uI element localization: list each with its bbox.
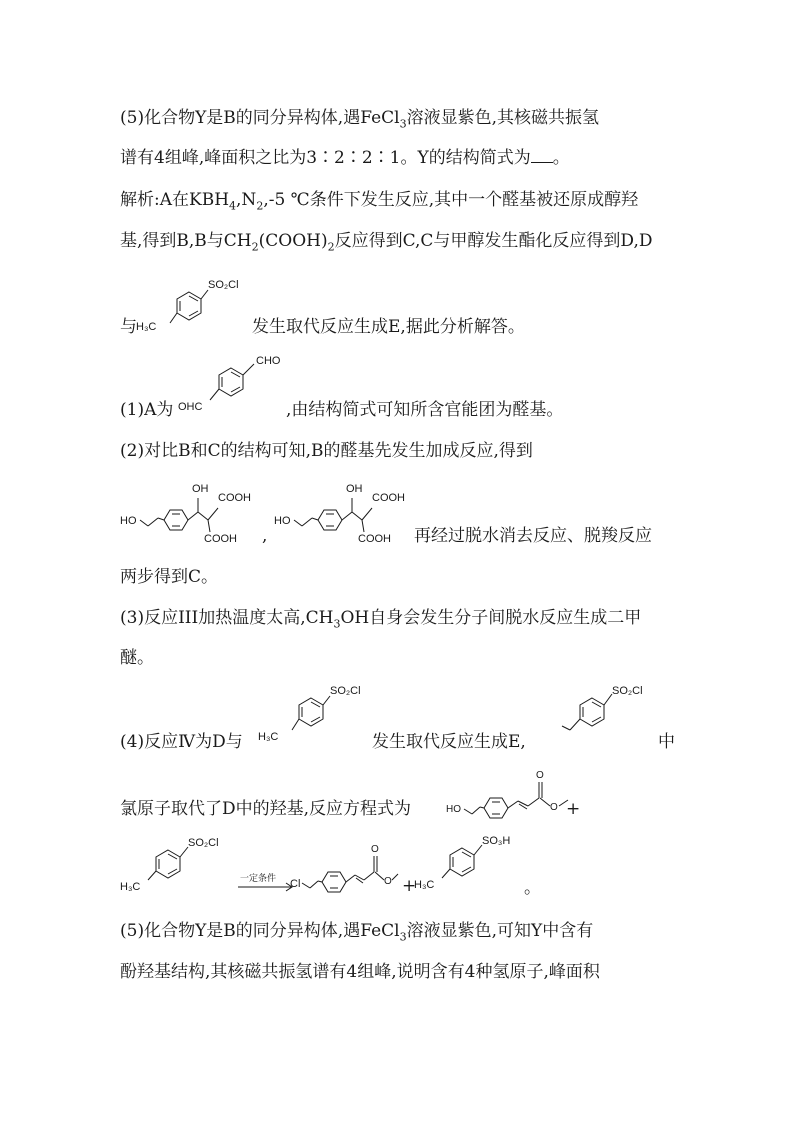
answer-4-end: 中 <box>658 732 675 752</box>
text: 谱有4组峰,峰面积之比为3∶2∶2∶1。Y的结构简式为 <box>120 148 531 168</box>
equation-period: 。 <box>524 878 541 898</box>
compound-e-structure <box>288 836 400 898</box>
answer-4-mid: 发生取代反应生成E, <box>372 732 526 752</box>
answer-2-line-3: 两步得到C。 <box>120 567 219 587</box>
o-label-carbonyl: O <box>371 844 379 855</box>
text: OH自身会发生分子间脱水反应生成二甲 <box>340 608 642 628</box>
text: ,-5 ℃条件下发生反应,其中一个醛基被还原成醇羟 <box>263 190 639 210</box>
answer-4-line-2: 氯原子取代了D中的羟基,反应方程式为 <box>120 799 412 819</box>
terephthalaldehyde-structure <box>176 350 286 416</box>
so2cl-label: SO₂Cl <box>188 837 219 849</box>
reaction-condition: 一定条件 <box>240 873 277 883</box>
tosyl-chloride-reactant <box>118 834 228 898</box>
cl-label: Cl <box>290 878 301 890</box>
oh-label: OH <box>192 483 209 495</box>
text: 溶液显紫色,可知Y中含有 <box>406 921 594 941</box>
cho-label: CHO <box>256 355 281 367</box>
h3c-label: H₃C <box>258 731 279 743</box>
question-5-line-1 <box>120 106 599 130</box>
cooh-label-top: COOH <box>372 492 405 504</box>
answer-4-prefix: (4)反应Ⅳ为D与 <box>120 732 243 752</box>
cooh-label-top: COOH <box>218 492 251 504</box>
text: 反应得到C,C与甲醇发生酯化反应得到D,D <box>334 231 653 251</box>
answer-3-line-1 <box>120 606 641 630</box>
h3c-label: H₃C <box>136 321 157 333</box>
so2cl-label: SO₂Cl <box>208 279 239 291</box>
answer-3-line-2: 醚。 <box>120 648 154 668</box>
analysis-line-3-prefix: 与 <box>120 317 137 337</box>
text: (COOH) <box>258 231 328 251</box>
text: 基,得到B,B与CH <box>120 231 252 251</box>
o-label-ester: O <box>550 802 558 813</box>
text: (3)反应III加热温度太高,CH <box>120 608 334 628</box>
ho-label: HO <box>120 515 137 527</box>
ohc-label: OHC <box>178 401 203 413</box>
answer-5-line-1 <box>120 919 593 943</box>
answer-2-comma: , <box>262 526 268 546</box>
o-label-carbonyl: O <box>536 770 544 781</box>
subscript: 3 <box>399 117 407 131</box>
answer-1-prefix: (1)A为 <box>120 400 174 420</box>
cooh-label-bottom: COOH <box>204 533 237 545</box>
analysis-line-3-suffix: 发生取代反应生成E,据此分析解答。 <box>252 317 525 337</box>
answer-2-line-1: (2)对比B和C的结构可知,B的醛基先发生加成反应,得到 <box>120 441 533 461</box>
answer-blank <box>531 147 553 163</box>
h3c-label: H₃C <box>414 879 435 891</box>
addition-intermediate-structure-2 <box>272 474 420 548</box>
subscript: 2 <box>256 199 264 213</box>
text: (5)化合物Y是B的同分异构体,遇FeCl <box>120 921 400 941</box>
subscript: 4 <box>229 199 237 213</box>
o-label-ester: O <box>384 876 392 887</box>
text: 。 <box>552 148 570 168</box>
subscript: 2 <box>327 240 335 254</box>
h3c-label: H₃C <box>120 881 141 893</box>
tosyl-chloride-structure-2 <box>540 680 660 748</box>
analysis-line-1 <box>120 188 638 212</box>
text: 溶液显紫色,其核磁共振氢 <box>406 108 599 128</box>
text: (5)化合物Y是B的同分异构体,遇FeCl <box>120 108 400 128</box>
oh-label: OH <box>346 483 363 495</box>
ho-label: HO <box>446 804 461 815</box>
subscript: 3 <box>399 930 407 944</box>
addition-intermediate-structure-1 <box>118 474 266 548</box>
subscript: 2 <box>251 240 259 254</box>
ho-label: HO <box>274 515 291 527</box>
text: 解析:A在KBH <box>120 190 230 210</box>
answer-1-suffix: ,由结构简式可知所含官能团为醛基。 <box>286 400 564 420</box>
so2cl-label: SO₂Cl <box>612 685 643 697</box>
plus-sign-1: + <box>566 799 581 819</box>
reaction-arrow <box>236 870 296 896</box>
tosylic-acid-structure <box>414 830 524 896</box>
so3h-label: SO₃H <box>482 835 511 847</box>
text: ,N <box>236 190 257 210</box>
tosyl-chloride-structure <box>256 682 372 748</box>
plus-sign-2: + <box>402 876 417 896</box>
subscript: 3 <box>333 617 341 631</box>
cooh-label-bottom: COOH <box>358 533 391 545</box>
answer-2-suffix: 再经过脱水消去反应、脱羧反应 <box>414 526 652 546</box>
answer-5-line-2: 酚羟基结构,其核磁共振氢谱有4组峰,说明含有4种氢原子,峰面积 <box>120 962 600 982</box>
so2cl-label: SO₂Cl <box>330 685 361 697</box>
tosyl-chloride-structure <box>134 276 254 338</box>
question-5-line-2 <box>120 146 570 170</box>
analysis-line-2 <box>120 229 653 253</box>
